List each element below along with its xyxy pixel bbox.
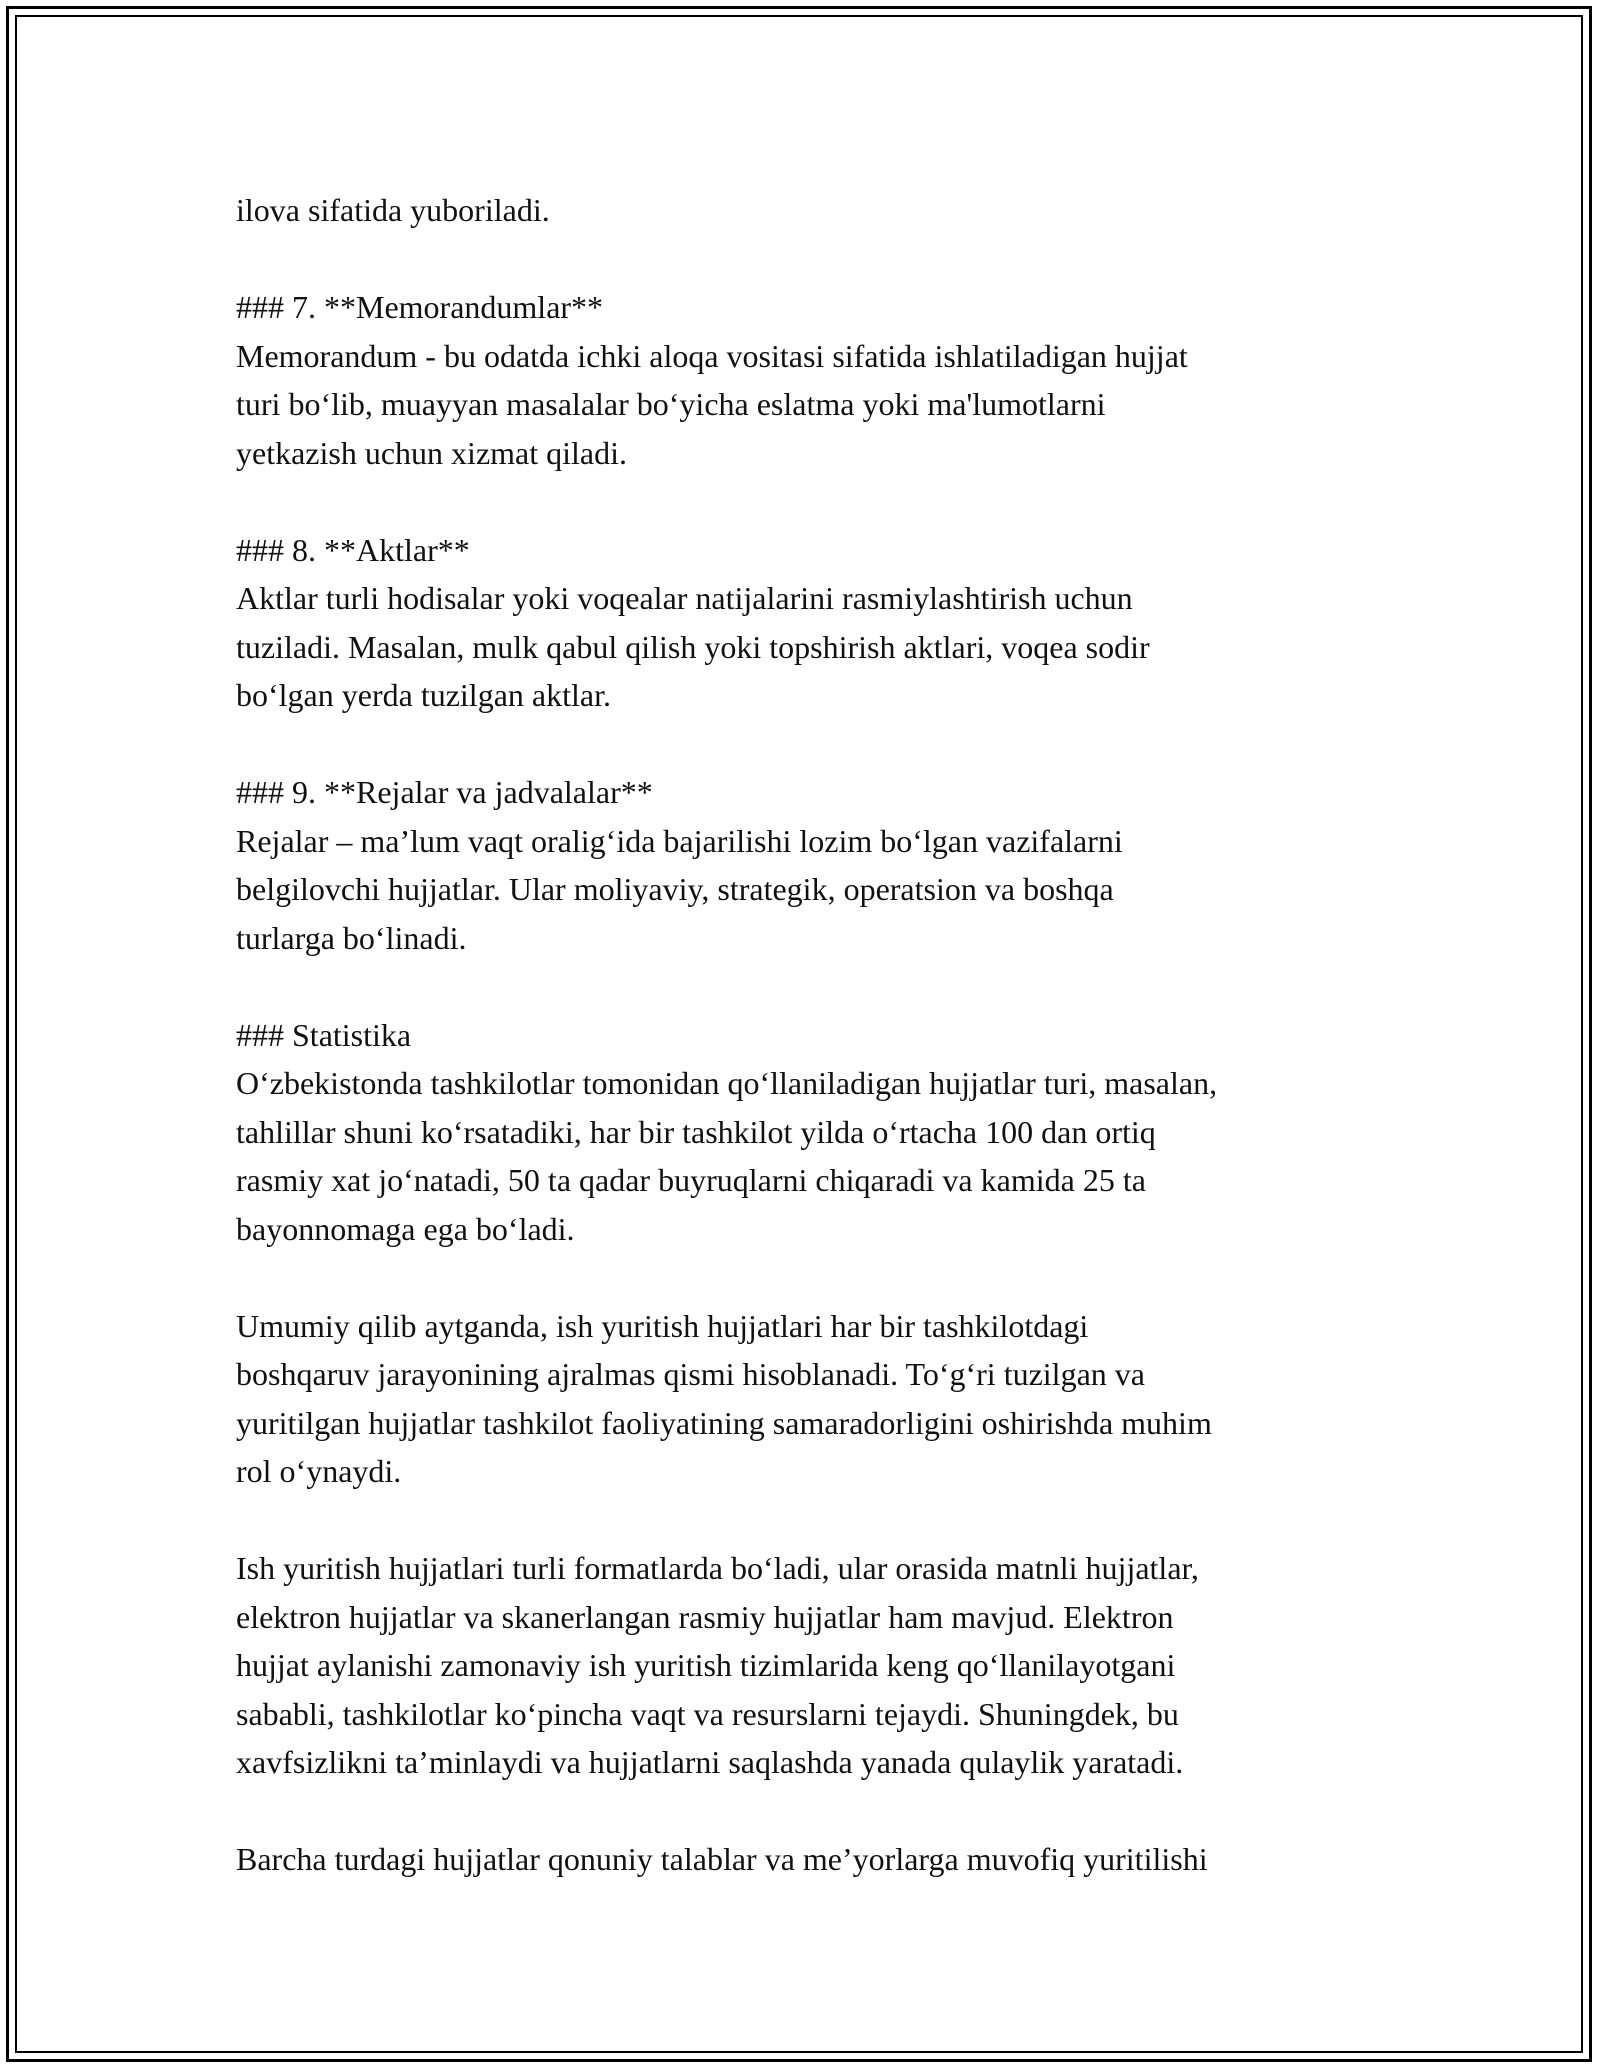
text-line: Aktlar turli hodisalar yoki voqealar natijalarini rasmiylashtirish uchun [236,580,1133,616]
paragraph-gap [236,235,1376,284]
section-heading-line: ### 8. **Aktlar** [236,531,470,568]
text-line: turlarga bo‘linadi. [236,919,467,956]
text-line: yetkazish uchun xizmat qiladi. [236,434,627,471]
text-line: boshqaruv jarayonining ajralmas qismi hisoblanadi. To‘g‘ri tuzilgan va [236,1356,1145,1392]
text-line: bayonnomaga ega bo‘ladi. [236,1210,575,1247]
text-line: yuritilgan hujjatlar tashkilot faoliyatining samaradorligini oshirishda muhim [236,1404,1212,1441]
text-line: belgilovchi hujjatlar. Ular moliyaviy, strategik, operatsion va boshqa [236,871,1114,907]
paragraph-gap [236,1787,1376,1836]
text-line: sababli, tashkilotlar ko‘pincha vaqt va resurslarni tejaydi. Shuningdek, bu [236,1695,1179,1732]
text-line: rasmiy xat jo‘natadi, 50 ta qadar buyruqlarni chiqaradi va kamida 25 ta [236,1162,1146,1198]
section-heading-line: ### 9. **Rejalar va jadvalalar** [236,774,653,810]
paragraph-gap [236,962,1376,1011]
text-line: Memorandum - bu odatda ichki aloqa vositasi sifatida ishlatiladigan hujjat [236,337,1188,374]
document-body [236,186,1376,1884]
text-line: elektron hujjatlar va skanerlangan rasmiy hujjatlar ham mavjud. Elektron [236,1598,1174,1635]
text-line: xavfsizlikni ta’minlaydi va hujjatlarni saqlashda yanada qulaylik yaratadi. [236,1744,1184,1780]
text-line: rol o‘ynaydi. [236,1453,402,1489]
text-line: tahlillar shuni ko‘rsatadiki, har bir tashkilot yilda o‘rtacha 100 dan ortiq [236,1113,1156,1150]
text-line: turi bo‘lib, muayyan masalalar bo‘yicha eslatma yoki ma'lumotlarni [236,386,1106,422]
text-line: Barcha turdagi hujjatlar qonuniy talablar va me’yorlarga muvofiq yuritilishi [236,1841,1208,1877]
section-heading-line: ### 7. **Memorandumlar** [236,289,604,325]
text-line: O‘zbekistonda tashkilotlar tomonidan qo‘llaniladigan hujjatlar turi, masalan, [236,1065,1218,1101]
text-line: Ish yuritish hujjatlari turli formatlarda bo‘ladi, ular orasida matnli hujjatlar, [236,1550,1199,1586]
paragraph-gap [236,477,1376,526]
text-line: hujjat aylanishi zamonaviy ish yuritish tizimlarida keng qo‘llanilayotgani [236,1647,1176,1683]
paragraph-gap [236,1253,1376,1302]
paragraph-gap [236,720,1376,769]
text-line: Rejalar – ma’lum vaqt oralig‘ida bajarilishi lozim bo‘lgan vazifalarni [236,822,1123,859]
text-line: bo‘lgan yerda tuzilgan aktlar. [236,677,611,713]
paragraph-gap [236,1496,1376,1545]
text-line: ilova sifatida yuboriladi. [236,192,550,228]
text-line: tuziladi. Masalan, mulk qabul qilish yoki topshirish aktlari, voqea sodir [236,628,1150,665]
text-line: Umumiy qilib aytganda, ish yuritish hujjatlari har bir tashkilotdagi [236,1307,1089,1344]
section-heading-line: ### Statistika [236,1016,412,1053]
